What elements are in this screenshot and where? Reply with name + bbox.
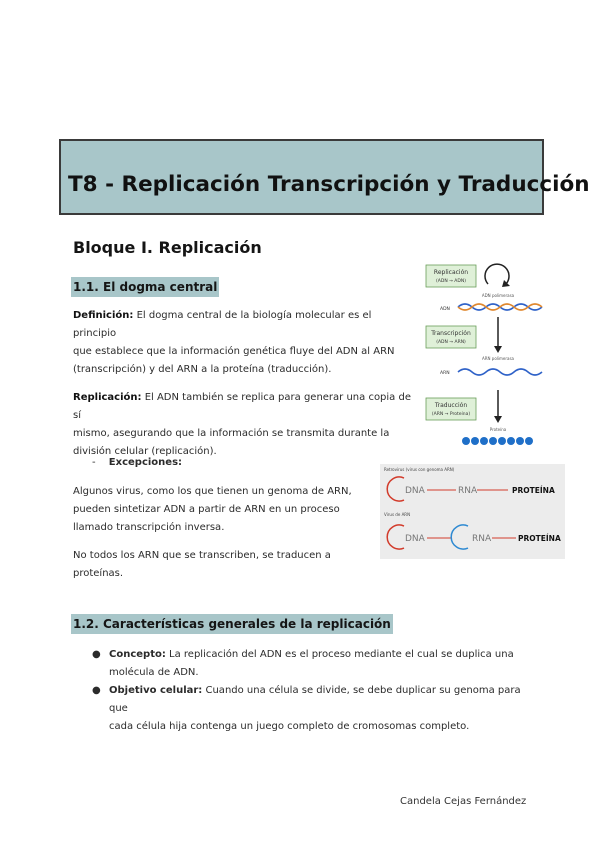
protein-word-1: PROTEÍNA: [512, 486, 555, 495]
definition-label: Definición:: [73, 310, 134, 321]
section-heading-1-1: 1.1. El dogma central: [71, 277, 219, 297]
retrovirus-caption: Retrovirus (virus con genoma ARN): [384, 467, 455, 472]
replication-arrowhead: [502, 280, 510, 287]
block-heading: Bloque I. Replicación: [73, 238, 262, 257]
replication-loop-arrow: [485, 264, 509, 284]
dna-label: ADN: [440, 307, 450, 312]
rna-word-1: RNA: [458, 486, 478, 496]
transcription-box-subtitle: (ADN → ARN): [436, 340, 466, 345]
central-dogma-figure: [418, 262, 553, 452]
author-footer: Candela Cejas Fernández: [400, 796, 527, 807]
replication-box-subtitle: (ADN → ADN): [436, 279, 466, 284]
concept-label: Concepto:: [109, 649, 166, 660]
dna-polymerase-label: ADN polimerasa: [481, 293, 515, 298]
not-all-rna-paragraph: No todos los ARN que se transcriben, se traducen a proteínas.: [73, 550, 331, 579]
replication-paragraph: Replicación: El ADN también se replica para generar una copia de sí mismo, asegurando que la información se transmita durante la división celular (replicación).: [73, 392, 411, 457]
objective-item: Objetivo celular: Cuando una célula se divide, se debe duplicar su genoma para que cada célula hija contenga un juego completo de cromosomas completo.: [109, 685, 521, 732]
rna-strand: [458, 369, 542, 375]
page-title: T8 - Replicación Transcripción y Traducción: [68, 172, 590, 197]
dna-word-1: DNA: [405, 486, 425, 496]
exceptions-figure: [380, 464, 565, 559]
concept-bullet-dot: ●: [92, 649, 101, 660]
virus-paragraph: Algunos virus, como los que tienen un genoma de ARN, pueden sintetizar ADN a partir de ARN en un proceso llamado transcripción inversa.: [73, 486, 352, 533]
rna-word-2: RNA: [472, 534, 492, 544]
protein-word-2: PROTEÍNA: [518, 534, 561, 543]
concept-item: Concepto: La replicación del ADN es el proceso mediante el cual se duplica una molécula de ADN.: [109, 649, 514, 678]
section-heading-1-2: 1.2. Características generales de la replicación: [71, 614, 393, 634]
protein-chain: [462, 437, 533, 445]
dna-cycle-arrow: [387, 477, 404, 501]
rna-polymerase-label: ARN polimerasa: [482, 356, 514, 361]
exceptions-item: - Excepciones:: [92, 457, 183, 468]
dna-cycle-arrow-2: [387, 525, 404, 549]
definition-paragraph: Definición: El dogma central de la biología molecular es el principio que establece que la información genética fluye del ADN al ARN (transcripción) y del ARN a la proteína (traducción).: [73, 310, 395, 375]
translation-arrowhead: [494, 416, 502, 423]
title-banner: [59, 139, 590, 215]
rna-label: ARN: [440, 371, 450, 376]
objective-bullet-dot: ●: [92, 685, 101, 696]
objective-label: Objetivo celular:: [109, 685, 203, 696]
translation-box-subtitle: (ARN → Proteína): [431, 412, 471, 417]
rna-virus-caption: Virus de ARN: [384, 512, 411, 517]
protein-label: Proteína: [489, 427, 507, 432]
replication-label: Replicación:: [73, 392, 142, 403]
transcription-arrowhead: [494, 346, 502, 353]
rna-cycle-arrow: [451, 525, 468, 549]
replication-box-title: Replicación: [433, 269, 469, 276]
translation-box-title: Traducción: [434, 402, 468, 409]
dna-word-2: DNA: [405, 534, 425, 544]
transcription-box-title: Transcripción: [431, 330, 471, 337]
dna-strand-b: [458, 304, 542, 310]
exceptions-label: Excepciones:: [108, 457, 183, 468]
